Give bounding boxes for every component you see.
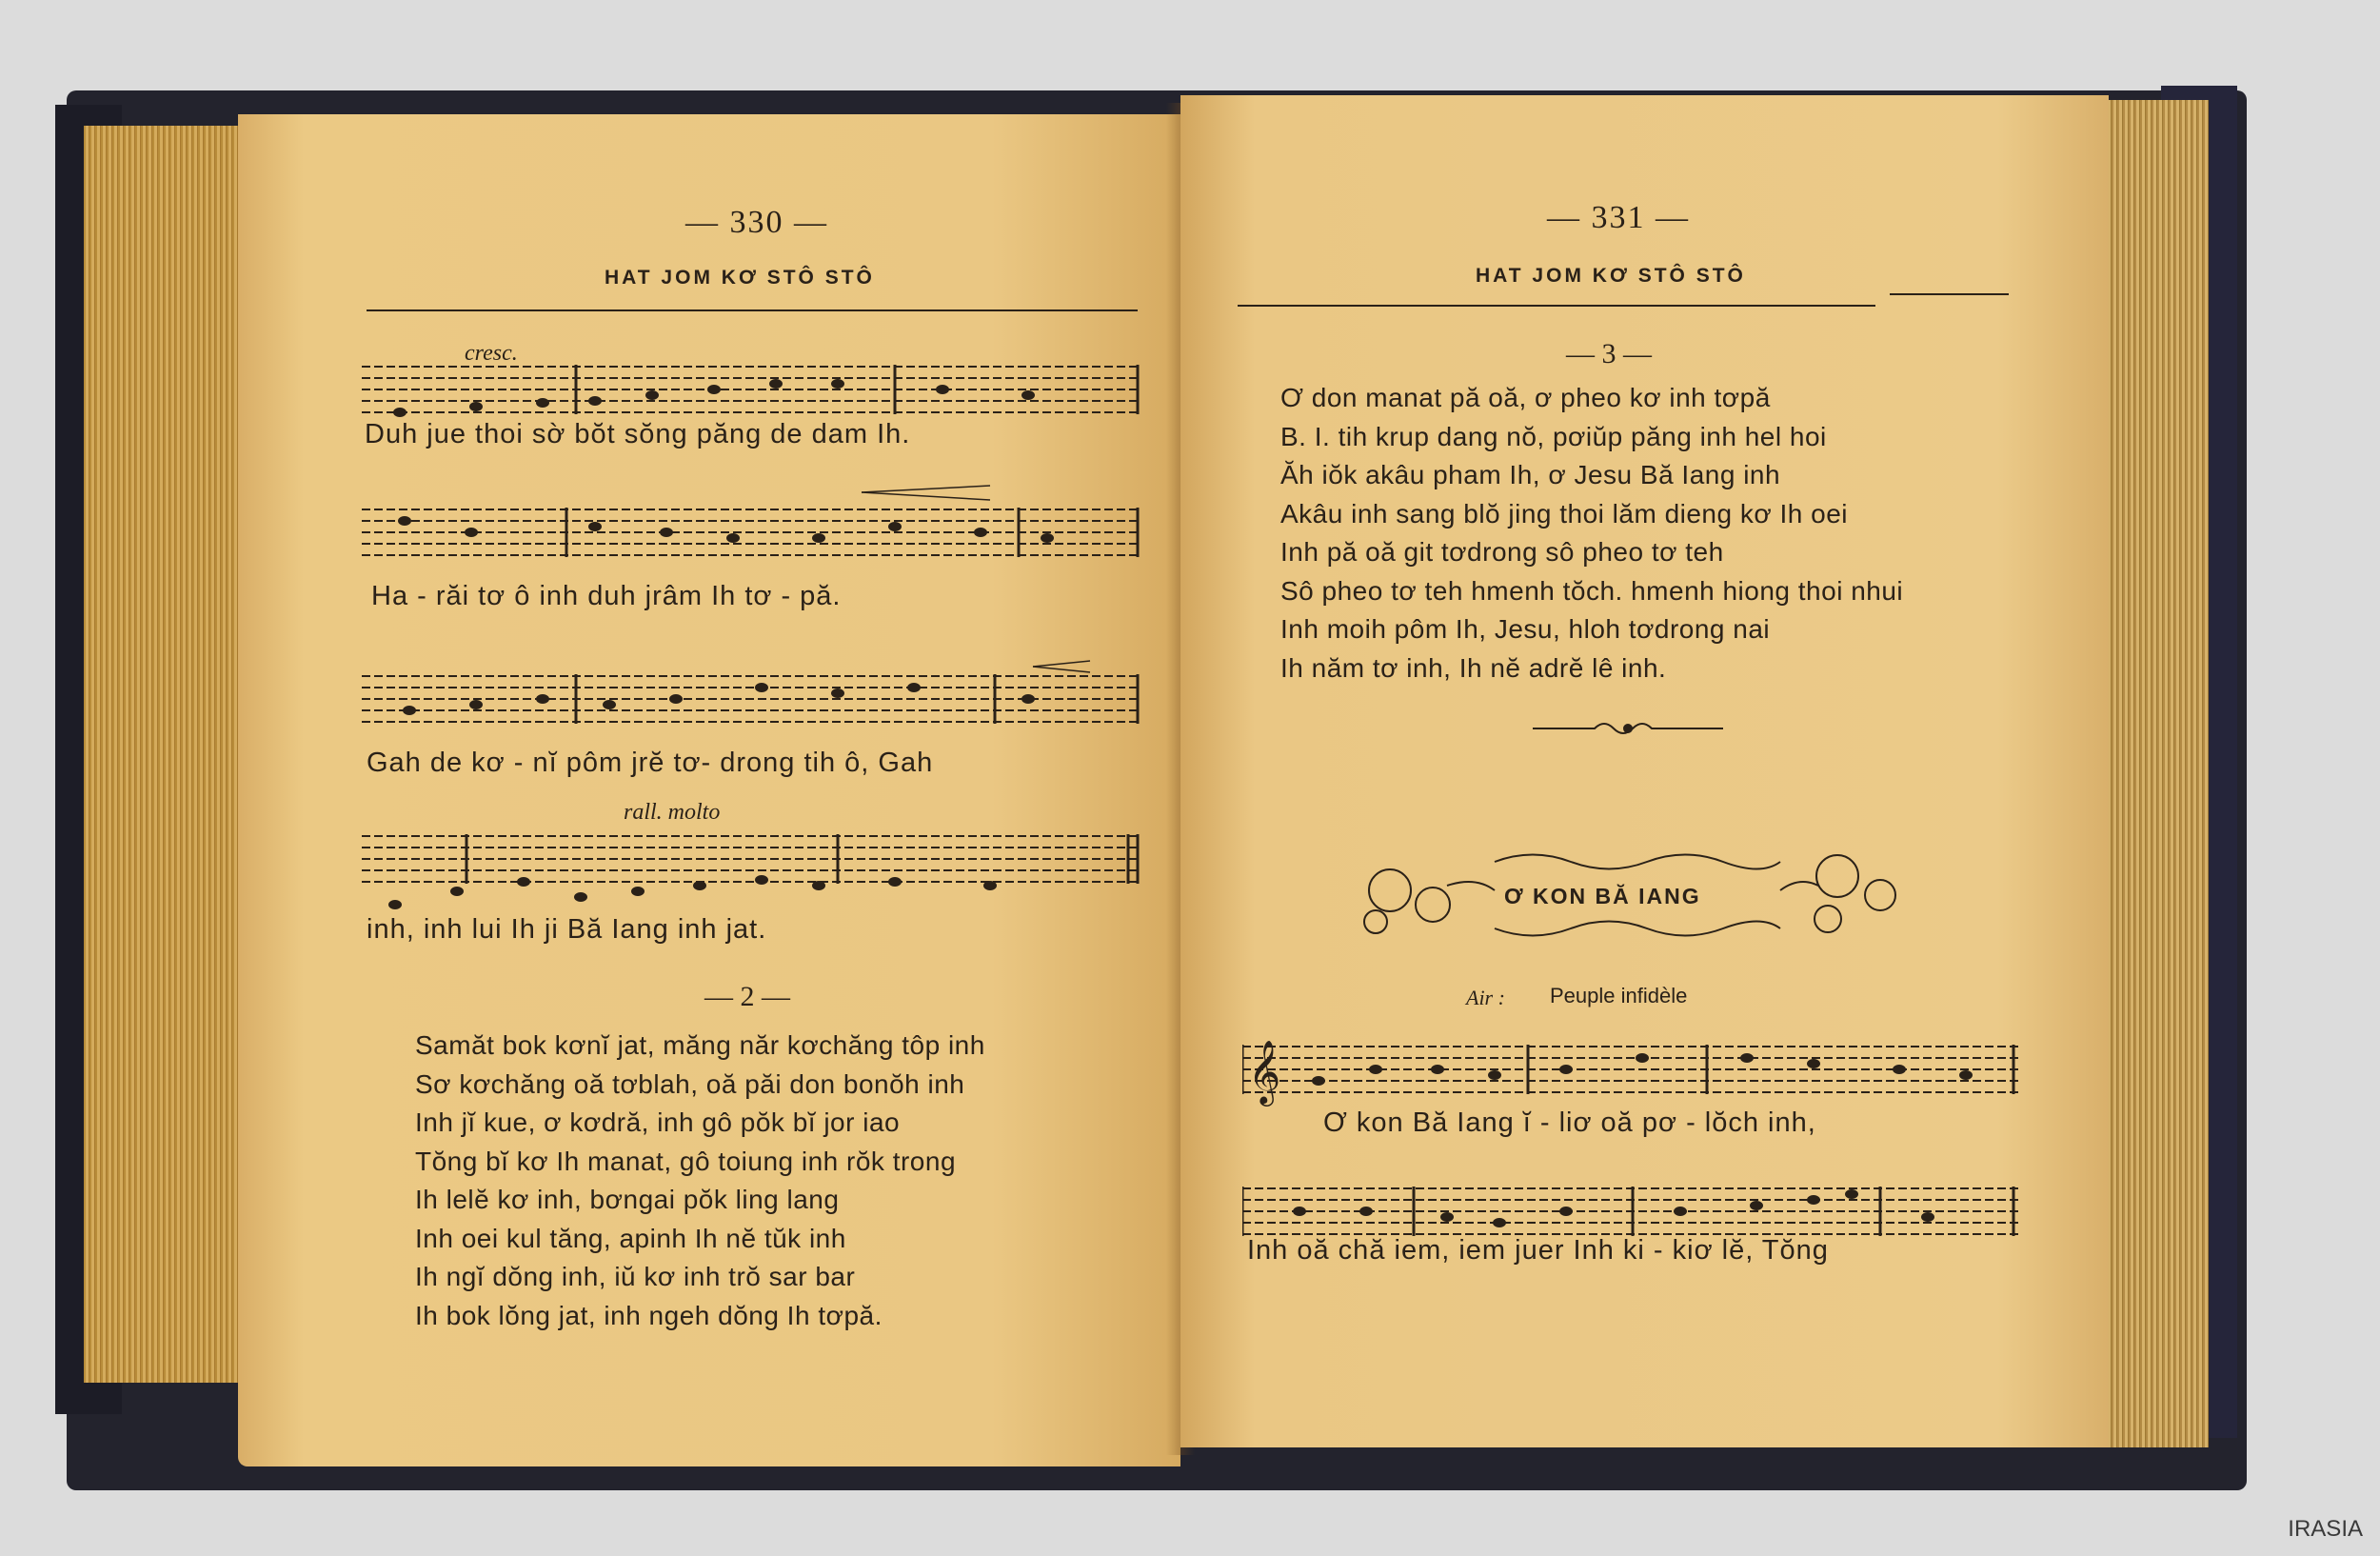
verse-line: B. I. tih krup dang nŏ, pơiŭp păng inh hel hoi xyxy=(1280,421,1827,451)
lyric-line-r2: Inh oă chă iem, iem juer Inh ki - kiơ lĕ, Tŏng xyxy=(1247,1235,1829,1266)
verse-line: Inh moih pôm Ih, Jesu, hloh tơdrong nai xyxy=(1280,614,1771,644)
verse-line: Ih bok lŏng jat, inh ngeh dŏng Ih tơpă. xyxy=(415,1300,883,1330)
verse-line: Ăh iŏk akâu pham Ih, ơ Jesu Bă Iang inh xyxy=(1280,460,1781,489)
verse-line: Inh oei kul tăng, apinh Ih nĕ tŭk inh xyxy=(415,1223,846,1253)
verse-2-text xyxy=(415,1027,985,1335)
air-label: Air : xyxy=(1466,986,1505,1009)
lyric-line-r1: Ơ kon Bă Iang ĭ - liơ oă pơ - lŏch inh, xyxy=(1323,1107,1816,1138)
tempo-marking: rall. molto xyxy=(624,800,721,825)
svg-text:𝄞: 𝄞 xyxy=(1248,1039,1281,1104)
music-staff-1 xyxy=(362,357,1142,424)
verse-number-2: — 2 — xyxy=(704,981,790,1012)
music-staff-r1 xyxy=(1242,1033,2023,1109)
music-staff-r2 xyxy=(1242,1162,2023,1243)
page-number-left: — 330 — xyxy=(685,205,828,240)
verse-line: Akâu inh sang blŏ jing thoi lăm dieng kơ Ih oei xyxy=(1280,498,1848,529)
page-number-right: — 331 — xyxy=(1547,200,1690,235)
verse-line: Ih năm tơ inh, Ih nĕ adrĕ lê inh. xyxy=(1280,652,1667,683)
hymn-title: Ơ KON BĂ IANG xyxy=(1504,884,1701,908)
verse-line: Sơ kơchăng oă tơblah, oă păi don bonŏh inh xyxy=(415,1068,965,1099)
verse-line: Inh jĭ kue, ơ kơdră, inh gô pŏk bĭ jor iao xyxy=(415,1107,901,1137)
running-head-left: HAT JOM KƠ STÔ STÔ xyxy=(605,267,875,289)
music-staff-2 xyxy=(362,481,1142,557)
lyric-line-1: Duh jue thoi sờ bŏt sŏng păng de dam Ih. xyxy=(365,419,911,449)
dynamic-marking: cresc. xyxy=(465,341,518,366)
page-edges-left xyxy=(84,126,250,1383)
verse-line: Inh pă oă git tơdrong sô pheo tơ teh xyxy=(1280,537,1724,567)
verse-line: Ih lelĕ kơ inh, bơngai pŏk ling lang xyxy=(415,1185,840,1214)
header-rule-left xyxy=(367,309,1138,311)
lyric-line-4: inh, inh lui Ih ji Bă Iang inh jat. xyxy=(367,914,767,945)
verse-number-3: — 3 — xyxy=(1566,338,1652,369)
right-page xyxy=(1180,95,2109,1447)
ornament-divider xyxy=(1528,714,1728,743)
air-tune-name: Peuple infidèle xyxy=(1550,984,1688,1007)
music-staff-3 xyxy=(362,648,1142,724)
page-edges-right xyxy=(2094,100,2209,1447)
lyric-line-2: Ha - răi tơ ô inh duh jrâm Ih tơ - pă. xyxy=(371,581,842,611)
verse-line: Ih ngĭ dŏng inh, iŭ kơ inh trŏ sar bar xyxy=(415,1262,856,1291)
left-page xyxy=(238,114,1180,1466)
header-rule-right-short xyxy=(1890,293,2009,295)
header-rule-right xyxy=(1238,305,1875,307)
lyric-line-3: Gah de kơ - nĭ pôm jrĕ tơ- drong tih ô, Gah xyxy=(367,748,934,778)
verse-line: Sô pheo tơ teh hmenh tŏch. hmenh hiong thoi nhui xyxy=(1280,575,1904,606)
watermark-logo: IRASIA xyxy=(2288,1516,2363,1542)
music-staff-4 xyxy=(362,817,1142,912)
verse-line: Samăt bok kơnĭ jat, măng năr kơchăng tôp inh xyxy=(415,1030,985,1060)
verse-line: Tŏng bĭ kơ Ih manat, gô toiung inh rŏk trong xyxy=(415,1146,957,1176)
verse-line: Ơ don manat pă oă, ơ pheo kơ inh tơpă xyxy=(1280,383,1771,412)
running-head-right: HAT JOM KƠ STÔ STÔ xyxy=(1476,265,1746,287)
verse-3-text xyxy=(1280,379,1903,688)
